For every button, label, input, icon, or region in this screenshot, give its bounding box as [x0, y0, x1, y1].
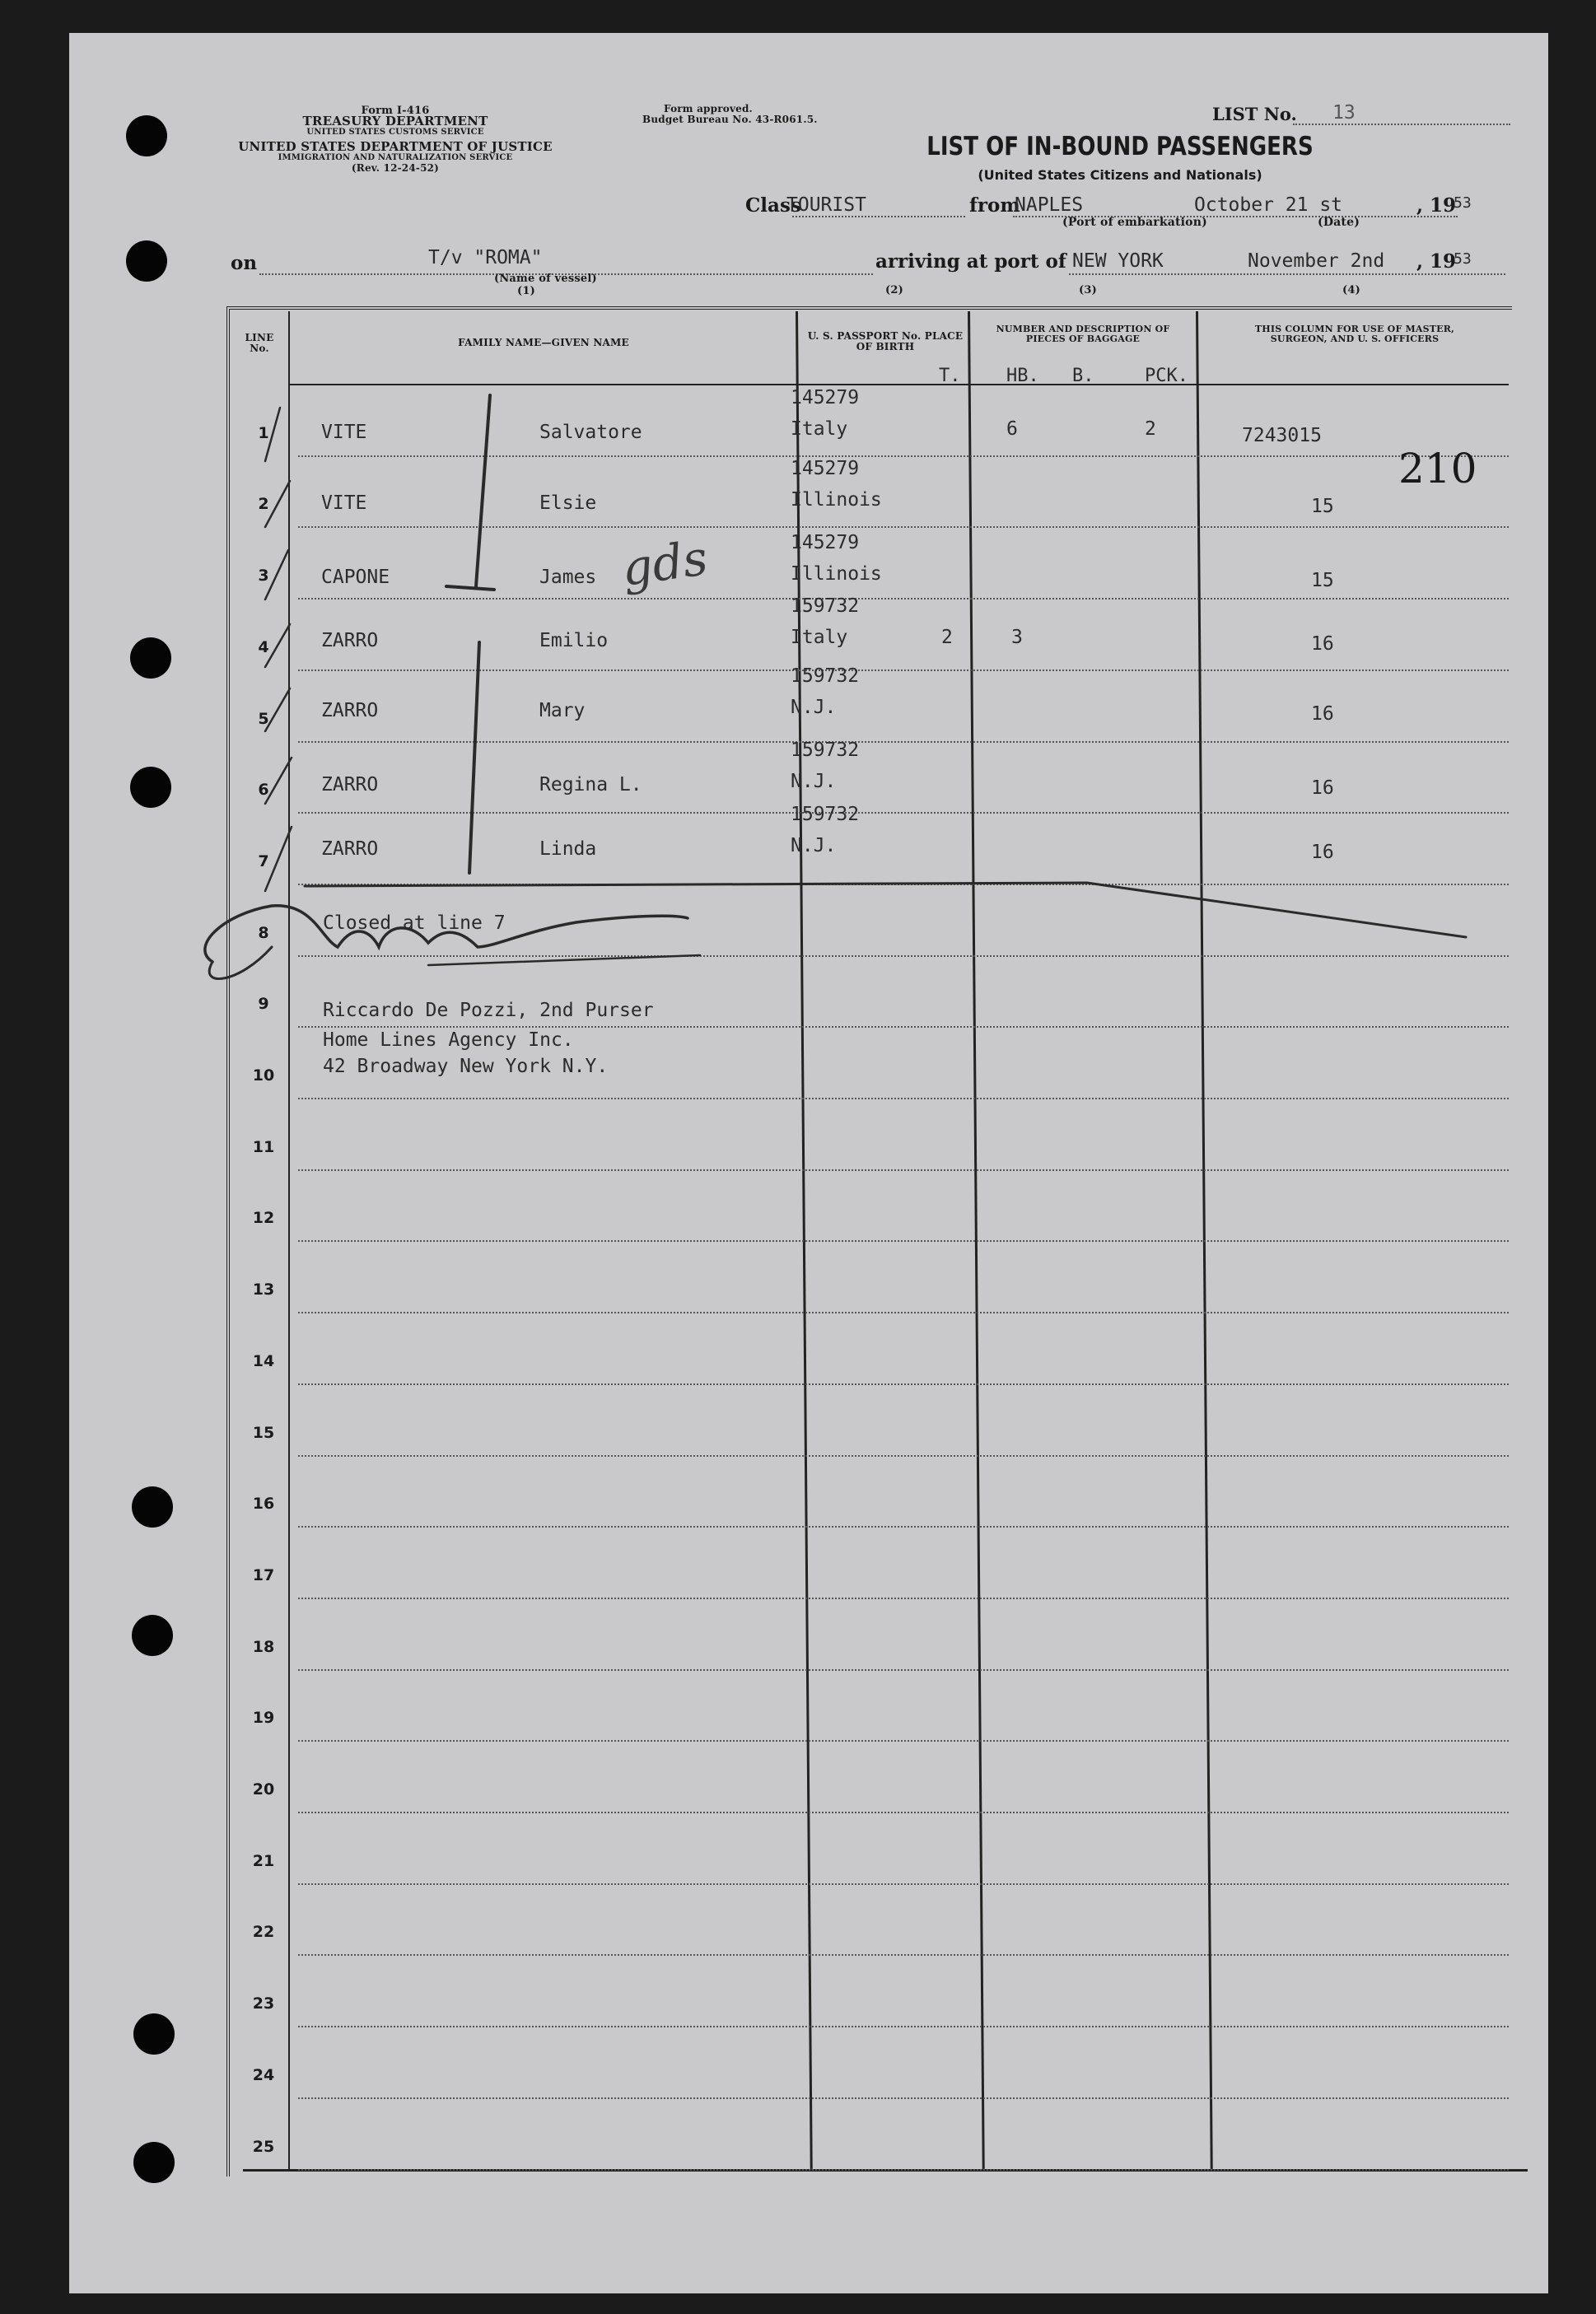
year-prefix-2: , 19 — [1416, 250, 1457, 273]
header-line-no: LINE No. — [245, 332, 274, 354]
page-subtitle: (United States Citizens and Nationals) — [978, 167, 1262, 183]
given-name: Emilio — [539, 630, 609, 651]
year-value-1: 53 — [1454, 194, 1472, 212]
vessel-name: T/v "ROMA" — [428, 247, 543, 268]
list-number-value: 13 — [1332, 102, 1356, 124]
family-name: ZARRO — [321, 630, 379, 651]
given-name: James — [539, 567, 597, 588]
given-name: Mary — [539, 700, 586, 721]
family-name: ZARRO — [321, 838, 379, 860]
ins: IMMIGRATION AND NATURALIZATION SERVICE — [278, 153, 513, 162]
line-number: 24 — [252, 2065, 275, 2084]
col3-number: (3) — [1079, 284, 1097, 296]
class-value: TOURIST — [786, 194, 866, 216]
budget-bureau: Budget Bureau No. 43-R061.5. — [642, 114, 818, 125]
header-name: FAMILY NAME—GIVEN NAME — [458, 337, 629, 348]
closing-strike — [305, 883, 1466, 937]
line-number: 25 — [252, 2137, 275, 2156]
place-of-birth: Illinois — [791, 563, 882, 585]
form-approved: Form approved. — [664, 103, 753, 114]
passport-number: 145279 — [791, 458, 860, 479]
passport-number: 159732 — [791, 739, 860, 761]
place-of-birth: Italy — [791, 418, 848, 440]
purser-name: Riccardo De Pozzi, 2nd Purser — [323, 1000, 654, 1021]
passport-number: 145279 — [791, 387, 860, 408]
embark-date: October 21 st — [1194, 194, 1343, 216]
line-number: 12 — [252, 1209, 275, 1228]
family-name: CAPONE — [321, 567, 390, 588]
given-name: Salvatore — [539, 422, 642, 443]
line-number: 8 — [258, 923, 269, 942]
bag-type-pck: PCK. — [1145, 366, 1188, 386]
from-label: from — [969, 194, 1020, 217]
officer-number: 16 — [1311, 633, 1334, 655]
baggage-count-a: 2 — [941, 627, 953, 648]
family-name: ZARRO — [321, 700, 379, 721]
customs-service: UNITED STATES CUSTOMS SERVICE — [306, 128, 484, 137]
line-number: 17 — [252, 1565, 275, 1584]
check-mark — [265, 550, 288, 599]
col4-number: (4) — [1342, 284, 1360, 296]
given-name: Elsie — [539, 492, 597, 514]
check-mark — [265, 624, 290, 667]
line-number: 18 — [252, 1637, 275, 1656]
bag-type-t: T. — [939, 366, 961, 386]
from-value: NAPLES — [1015, 194, 1084, 216]
line-number: 1 — [258, 423, 269, 442]
line-number: 16 — [252, 1495, 275, 1514]
page-stamp: 210 — [1398, 445, 1477, 492]
check-mark — [265, 758, 292, 804]
line-number: 21 — [252, 1851, 275, 1870]
signature — [205, 906, 688, 962]
place-of-birth: N.J. — [791, 697, 837, 718]
header-passport: U. S. PASSPORT No. PLACE OF BIRTH — [807, 330, 964, 352]
bag-type-b: B. — [1072, 366, 1094, 386]
signature-underline — [428, 955, 700, 965]
line-number: 11 — [252, 1137, 275, 1156]
form-number: Form I-416 — [361, 105, 430, 117]
given-name: Regina L. — [539, 774, 642, 795]
line-number: 4 — [258, 637, 269, 656]
class-label: Class — [745, 194, 801, 217]
line-number: 23 — [252, 1994, 275, 2013]
family-name: VITE — [321, 492, 367, 514]
family-bracket — [469, 642, 479, 873]
line-number: 6 — [258, 781, 269, 800]
agency-name: Home Lines Agency Inc. — [323, 1029, 574, 1051]
page-title: LIST OF IN-BOUND PASSENGERS — [926, 132, 1314, 161]
officer-number: 15 — [1311, 570, 1334, 591]
signature-loop — [209, 947, 272, 979]
line-number: 3 — [258, 567, 269, 585]
arriving-label: arriving at port of — [875, 250, 1066, 273]
check-mark — [265, 827, 292, 891]
agency-address: 42 Broadway New York N.Y. — [323, 1056, 609, 1077]
handwritten-note: gds — [618, 530, 712, 597]
passport-number: 159732 — [791, 595, 860, 617]
baggage-count-b: 3 — [1011, 627, 1023, 648]
bag-type-hb: HB. — [1006, 366, 1039, 386]
family-name: VITE — [321, 422, 367, 443]
header-officers: THIS COLUMN FOR USE OF MASTER, SURGEON, AND U. S. OFFICERS — [1254, 324, 1455, 344]
header-baggage: NUMBER AND DESCRIPTION OF PIECES OF BAGGAGE — [996, 324, 1170, 344]
check-mark — [265, 481, 290, 527]
list-number-label: LIST No. — [1212, 104, 1297, 124]
treasury-dept: TREASURY DEPARTMENT — [302, 114, 488, 128]
year-prefix-1: , 19 — [1416, 194, 1457, 217]
given-name: Linda — [539, 838, 597, 860]
revision: (Rev. 12-24-52) — [351, 162, 440, 174]
justice-dept: UNITED STATES DEPARTMENT OF JUSTICE — [238, 139, 553, 154]
baggage-count-b: 2 — [1145, 418, 1156, 440]
line-number: 19 — [252, 1709, 275, 1728]
on-label: on — [231, 252, 258, 274]
place-of-birth: N.J. — [791, 835, 837, 856]
col2-number: (2) — [885, 284, 903, 296]
closed-at-line: Closed at line 7 — [323, 912, 506, 934]
line-number: 14 — [252, 1351, 275, 1370]
passport-number: 159732 — [791, 804, 860, 825]
check-mark — [265, 408, 280, 461]
place-of-birth: N.J. — [791, 771, 837, 792]
line-number: 2 — [258, 495, 269, 514]
baggage-count-a: 6 — [1006, 418, 1018, 440]
arrival-date: November 2nd — [1248, 250, 1385, 272]
officer-number: 16 — [1311, 703, 1334, 725]
place-of-birth: Italy — [791, 627, 848, 648]
check-mark — [265, 688, 290, 731]
vessel-caption-no: (1) — [517, 285, 535, 297]
line-number: 5 — [258, 709, 269, 728]
line-number: 7 — [258, 851, 269, 870]
family-bracket — [446, 395, 494, 590]
line-number: 10 — [252, 1066, 275, 1085]
year-value-2: 53 — [1454, 250, 1472, 268]
officer-number: 16 — [1311, 842, 1334, 863]
arrival-port: NEW YORK — [1072, 250, 1164, 272]
line-number: 9 — [258, 995, 269, 1014]
port-embark-caption: (Port of embarkation) — [1062, 216, 1207, 229]
line-number: 13 — [252, 1281, 275, 1299]
passport-number: 159732 — [791, 665, 860, 687]
vessel-caption: (Name of vessel) — [494, 273, 597, 285]
officer-number: 16 — [1311, 777, 1334, 799]
line-number: 20 — [252, 1780, 275, 1798]
family-name: ZARRO — [321, 774, 379, 795]
place-of-birth: Illinois — [791, 489, 882, 511]
line-number: 15 — [252, 1423, 275, 1442]
officer-number: 7243015 — [1242, 425, 1322, 446]
officer-number: 15 — [1311, 496, 1334, 517]
date-caption: (Date) — [1318, 216, 1360, 229]
passport-number: 145279 — [791, 532, 860, 553]
line-number: 22 — [252, 1923, 275, 1942]
